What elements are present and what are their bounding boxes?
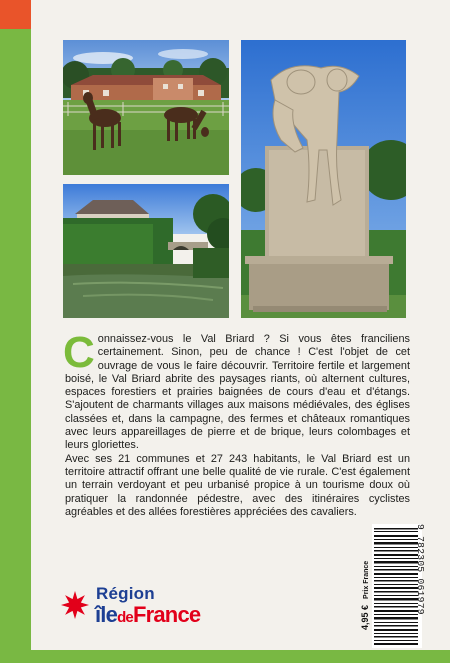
- dropcap-letter: C: [63, 328, 95, 377]
- logo-france: France: [132, 602, 201, 627]
- price-value: 4,95 €: [360, 604, 370, 630]
- photo-river-manor: [63, 184, 229, 318]
- barcode-digits: 9 782305 061979: [415, 524, 426, 615]
- logo-region-label: Région: [96, 584, 155, 603]
- description-text: [63, 328, 410, 519]
- logo-ile-de-france-label: [95, 602, 200, 628]
- region-ile-de-france-logo: [60, 580, 245, 630]
- price-country-label: Prix France: [363, 560, 370, 599]
- paragraph-2: Avec ses 21 communes et 27 243 habitants, le Val Briard est un territoire attractif offrant une belle qualité de vie rurale. C'est également un terrain verdoyant et peu urbanisé propice à un tourisme doux où pratiquer la randonnée pédestre, avec des itinéraires cyclistes agréables et des allées forestières appréciées des cavaliers.: [65, 452, 410, 518]
- price-label: [360, 561, 370, 630]
- bottom-green-stripe: [0, 650, 450, 663]
- paragraph-1: onnaissez-vous le Val Briard ? Si vous êtes franciliens certainement. Sinon, peu de chance ! C'est l'objet de cet ouvrage de vous le faire découvrir. Territoire fertile et largement boisé, le Val Briard abrite des paysages riants, où alternent cultures, espaces forestiers et prairies baignées de cours d'eau et d'étangs. S'ajoutent de charmants villages aux maisons médiévales, des églises classées et, dans la campagne, des fermes et châteaux romantiques avec leurs appareillages de pierre et de brique, leurs colombages et leurs gloriettes.: [65, 333, 410, 452]
- orange-corner-block: [0, 0, 31, 29]
- photo-statue-sculpture: [241, 40, 406, 318]
- logo-ile: île: [95, 602, 118, 627]
- logo-de: de: [117, 609, 133, 626]
- star-icon: [60, 590, 90, 620]
- photo-horses-meadow: [63, 40, 229, 175]
- left-green-stripe: [0, 0, 31, 663]
